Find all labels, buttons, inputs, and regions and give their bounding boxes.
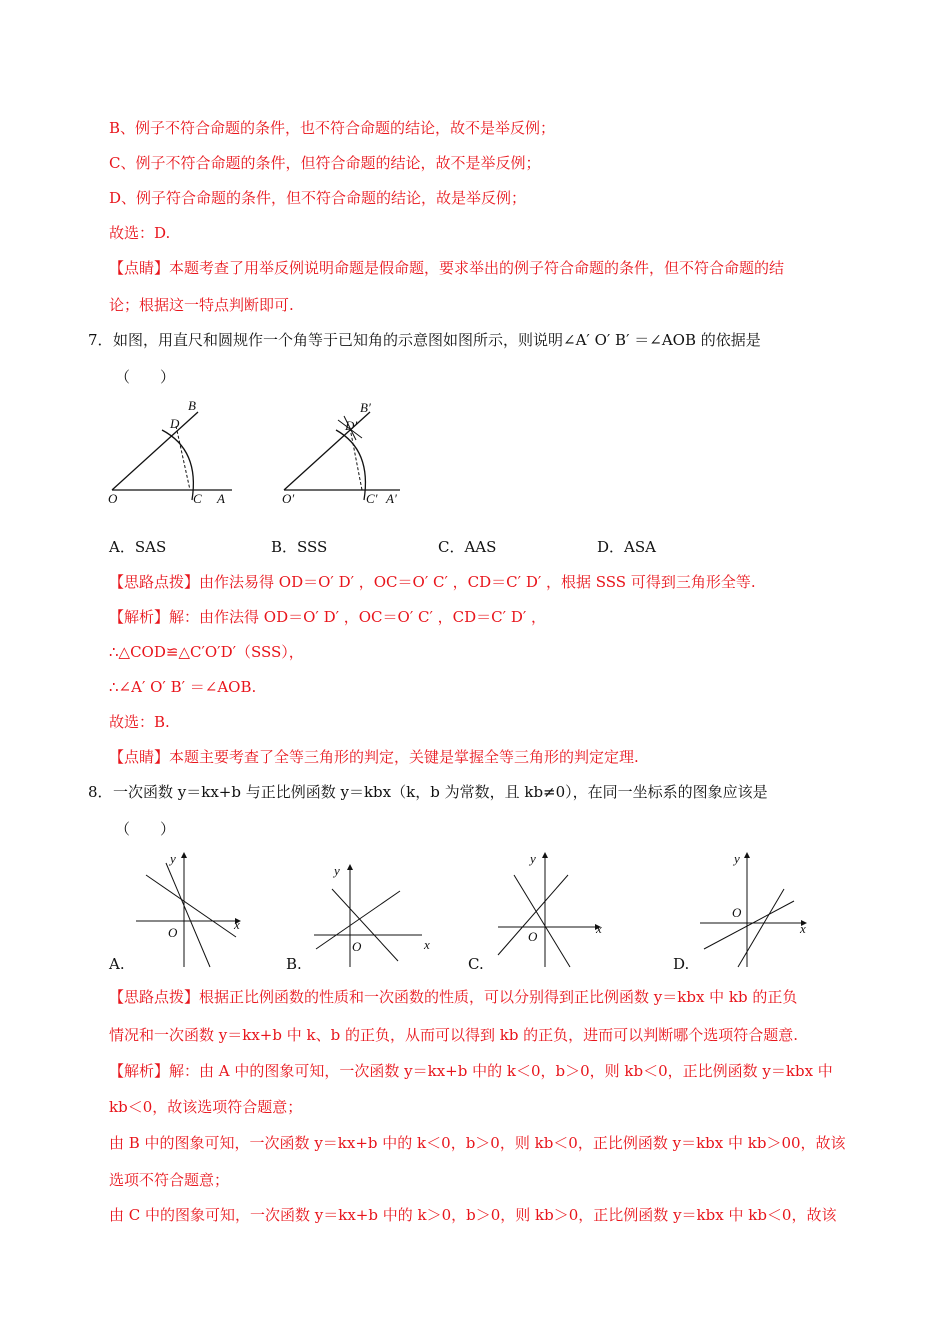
svg-text:x: x (424, 937, 430, 952)
q7-step-1: ∴△COD≌△C′O′D′（SSS）， (109, 643, 304, 661)
svg-text:y: y (170, 851, 176, 866)
graph-option-c[interactable]: C. (468, 955, 484, 973)
q8-analysis-c: 由 C 中的图象可知，一次函数 y＝kx+b 中的 k＞0，b＞0，则 kb＞0，正比例函数 y＝kbx 中 kb＜0，故该 (109, 1206, 837, 1224)
svg-text:O: O (168, 925, 178, 940)
option-a[interactable]: A．SAS (109, 538, 167, 556)
svg-text:y: y (530, 851, 536, 866)
svg-text:x: x (800, 921, 806, 936)
graph-a (136, 851, 240, 967)
svg-text:O: O (528, 929, 538, 944)
svg-text:y: y (734, 851, 740, 866)
q7-step-2: ∴∠A′ O′ B′ ＝∠AOB. (109, 678, 257, 696)
question-7-blank: （ ） (115, 368, 176, 386)
graph-b (314, 863, 430, 967)
option-b[interactable]: B．SSS (271, 538, 328, 556)
q8-analysis-b-cont: 选项不符合题意； (109, 1171, 230, 1189)
svg-text:A′: A′ (386, 491, 397, 506)
svg-text:O′: O′ (282, 491, 295, 506)
solution-comment: 【点睛】本题考查了用举反例说明命题是假命题，要求举出的例子符合命题的条件，但不符合命题的结 (109, 259, 785, 277)
q7-comment: 【点睛】本题主要考查了全等三角形的判定，关键是掌握全等三角形的判定定理. (109, 748, 639, 766)
q8-analysis-a: 【解析】解：由 A 中的图象可知，一次函数 y＝kx+b 中的 k＜0，b＞0，则 kb＜0，正比例函数 y＝kbx 中 (109, 1062, 833, 1080)
svg-text:B: B (188, 398, 196, 413)
svg-text:O: O (108, 491, 118, 506)
svg-text:O: O (352, 939, 362, 954)
solution-line-c: C、例子不符合命题的条件，但符合命题的结论，故不是举反例； (109, 154, 541, 172)
q8-hint: 【思路点拨】根据正比例函数的性质和一次函数的性质，可以分别得到正比例函数 y＝kbx 中 kb 的正负 (109, 988, 798, 1006)
graph-option-a[interactable]: A. (109, 955, 125, 973)
question-7-stem: 如图，用直尺和圆规作一个角等于已知角的示意图如图所示，则说明∠A′ O′ B′ ＝∠AOB 的依据是 (113, 331, 761, 349)
q8-hint-cont: 情况和一次函数 y＝kx+b 中 k、b 的正负，从而可以得到 kb 的正负，进而可以判断哪个选项符合题意. (109, 1026, 798, 1044)
copied-angle (282, 400, 400, 506)
question-7-number: 7． (88, 331, 113, 349)
svg-text:D: D (170, 416, 180, 431)
svg-text:D′: D′ (345, 418, 358, 433)
graph-option-b[interactable]: B. (286, 955, 302, 973)
svg-text:C: C (193, 491, 202, 506)
graph-c (498, 851, 602, 967)
angle-construction-figure (100, 390, 440, 520)
q7-hint: 【思路点拨】由作法易得 OD＝O′ D′ ，OC＝O′ C′ ，CD＝C′ D′ ，根据 SSS 可得到三角形全等. (109, 573, 756, 591)
svg-text:O: O (732, 905, 742, 920)
svg-text:y: y (334, 863, 340, 878)
option-d[interactable]: D．ASA (597, 538, 656, 556)
question-8-number: 8． (88, 783, 113, 801)
question-8-stem: 一次函数 y＝kx+b 与正比例函数 y＝kbx（k，b 为常数，且 kb≠0），在同一坐标系的图象应该是 (113, 783, 768, 801)
solution-line-d: D、例子符合命题的条件，但不符合命题的结论，故是举反例； (109, 189, 527, 207)
question-8-blank: （ ） (115, 820, 176, 838)
solution-choice: 故选：D. (109, 224, 171, 242)
q8-analysis-a-cont: kb＜0，故该选项符合题意； (109, 1098, 303, 1116)
solution-comment-cont: 论；根据这一特点判断即可. (109, 296, 294, 314)
graph-d (700, 851, 806, 967)
original-angle (108, 398, 232, 506)
q7-analysis: 【解析】解：由作法得 OD＝O′ D′ ，OC＝O′ C′ ，CD＝C′ D′ ， (109, 608, 547, 626)
svg-text:A: A (217, 491, 225, 506)
svg-text:C′: C′ (366, 491, 378, 506)
q7-choice: 故选：B. (109, 713, 170, 731)
svg-text:x: x (234, 917, 240, 932)
svg-text:x: x (596, 921, 602, 936)
solution-line-b: B、例子不符合命题的条件，也不符合命题的结论，故不是举反例； (109, 119, 556, 137)
svg-text:B′: B′ (360, 400, 371, 415)
graph-option-d[interactable]: D. (673, 955, 690, 973)
q8-analysis-b: 由 B 中的图象可知，一次函数 y＝kx+b 中的 k＜0，b＞0，则 kb＜0，正比例函数 y＝kbx 中 kb＞00，故该 (109, 1134, 846, 1152)
option-c[interactable]: C．AAS (438, 538, 497, 556)
